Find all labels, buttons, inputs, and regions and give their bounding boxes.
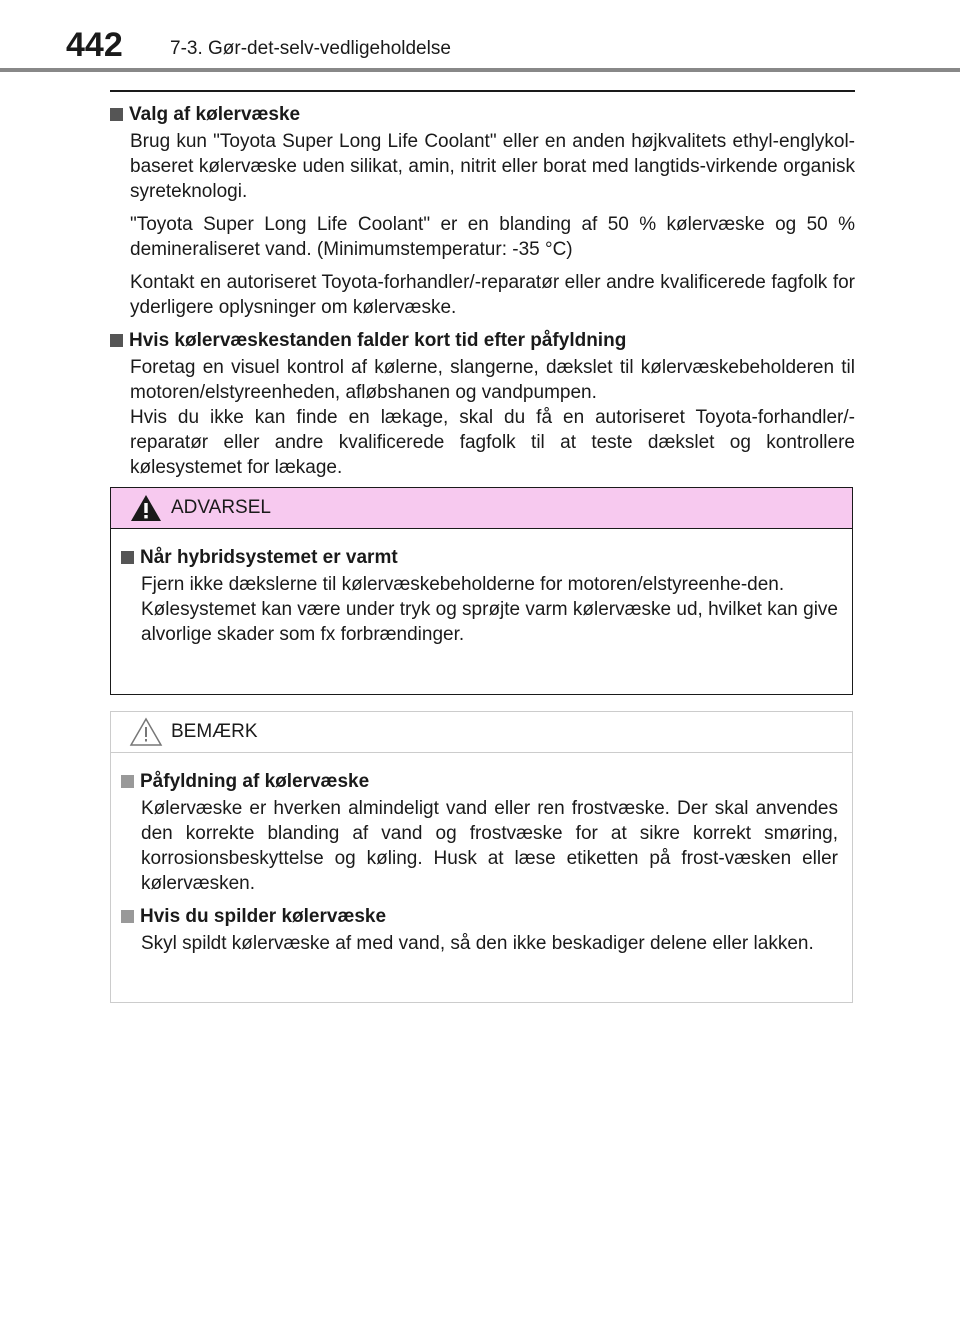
warning-icon <box>129 493 163 523</box>
paragraph: Hvis du ikke kan finde en lækage, skal du få en autoriseret Toyota-forhandler/-reparatør eller andre kvalificerede fagfolk til at teste dækslet og kontrollere kølesystemet for lækage. <box>130 407 855 478</box>
section-heading-text: Hvis kølervæskestanden falder kort tid efter påfyldning <box>129 330 627 351</box>
paragraph: Kølervæske er hverken almindeligt vand eller ren frostvæske. Der skal anvendes den korrekte blanding af vand og frostvæske for at sikre korrekt smøring, korrosionsbeskyttelse og køling. Husk at læse etiketten på frost-væsken eller kølervæsken. <box>141 798 838 894</box>
section-heading-text: Valg af kølervæske <box>129 104 301 125</box>
warning-header <box>111 488 852 529</box>
page-header <box>0 0 960 80</box>
square-bullet-icon <box>121 775 134 788</box>
warning-box <box>110 487 853 695</box>
square-bullet-icon <box>121 910 134 923</box>
notice-body <box>111 753 852 956</box>
paragraph: Foretag en visuel kontrol af kølerne, slangerne, dækslet til kølervæskebeholderen til motoren/elstyreenheden, afløbshanen og vandpumpen. <box>130 357 855 403</box>
paragraph: "Toyota Super Long Life Coolant" er en blanding af 50 % kølervæske og 50 % demineraliseret vand. (Minimumstemperatur: -35 °C) <box>130 214 855 260</box>
paragraph: Kontakt en autoriseret Toyota-forhandler/-reparatør eller andre kvalificerede fagfolk for yderligere oplysninger om kølervæske. <box>130 272 855 318</box>
main-content <box>110 102 855 488</box>
top-rule <box>110 90 855 92</box>
section-heading <box>110 102 855 127</box>
header-rule <box>0 68 960 72</box>
warning-body <box>111 529 852 647</box>
page-number: 442 <box>66 26 123 64</box>
notice-item-heading <box>121 769 838 794</box>
notice-box <box>110 711 853 1003</box>
caution-outline-icon <box>129 717 163 747</box>
paragraph: Kølesystemet kan være under tryk og sprøjte varm kølervæske ud, hvilket kan give alvorlige skader som fx forbrændinger. <box>141 599 838 645</box>
warning-title: ADVARSEL <box>171 497 271 518</box>
paragraph: Brug kun "Toyota Super Long Life Coolant" eller en anden højkvalitets ethyl-englykol-baseret kølervæske uden silikat, amin, nitrit eller borat med langtids-virkende organisk syreteknologi. <box>130 131 855 202</box>
section-heading <box>110 328 855 353</box>
square-bullet-icon <box>121 551 134 564</box>
paragraph: Fjern ikke dækslerne til kølervæskebeholderne for motoren/elstyreenhe-den. <box>141 574 785 595</box>
notice-item-heading-text: Hvis du spilder kølervæske <box>140 906 387 927</box>
square-bullet-icon <box>110 334 123 347</box>
notice-item-heading <box>121 904 838 929</box>
warning-item-heading <box>121 545 838 570</box>
notice-title: BEMÆRK <box>171 721 258 742</box>
section-title: 7-3. Gør-det-selv-vedligeholdelse <box>170 38 451 59</box>
notice-header <box>111 712 852 753</box>
paragraph: Skyl spildt kølervæske af med vand, så den ikke beskadiger delene eller lakken. <box>141 933 814 954</box>
square-bullet-icon <box>110 108 123 121</box>
notice-item-heading-text: Påfyldning af kølervæske <box>140 771 370 792</box>
warning-item-heading-text: Når hybridsystemet er varmt <box>140 547 398 568</box>
